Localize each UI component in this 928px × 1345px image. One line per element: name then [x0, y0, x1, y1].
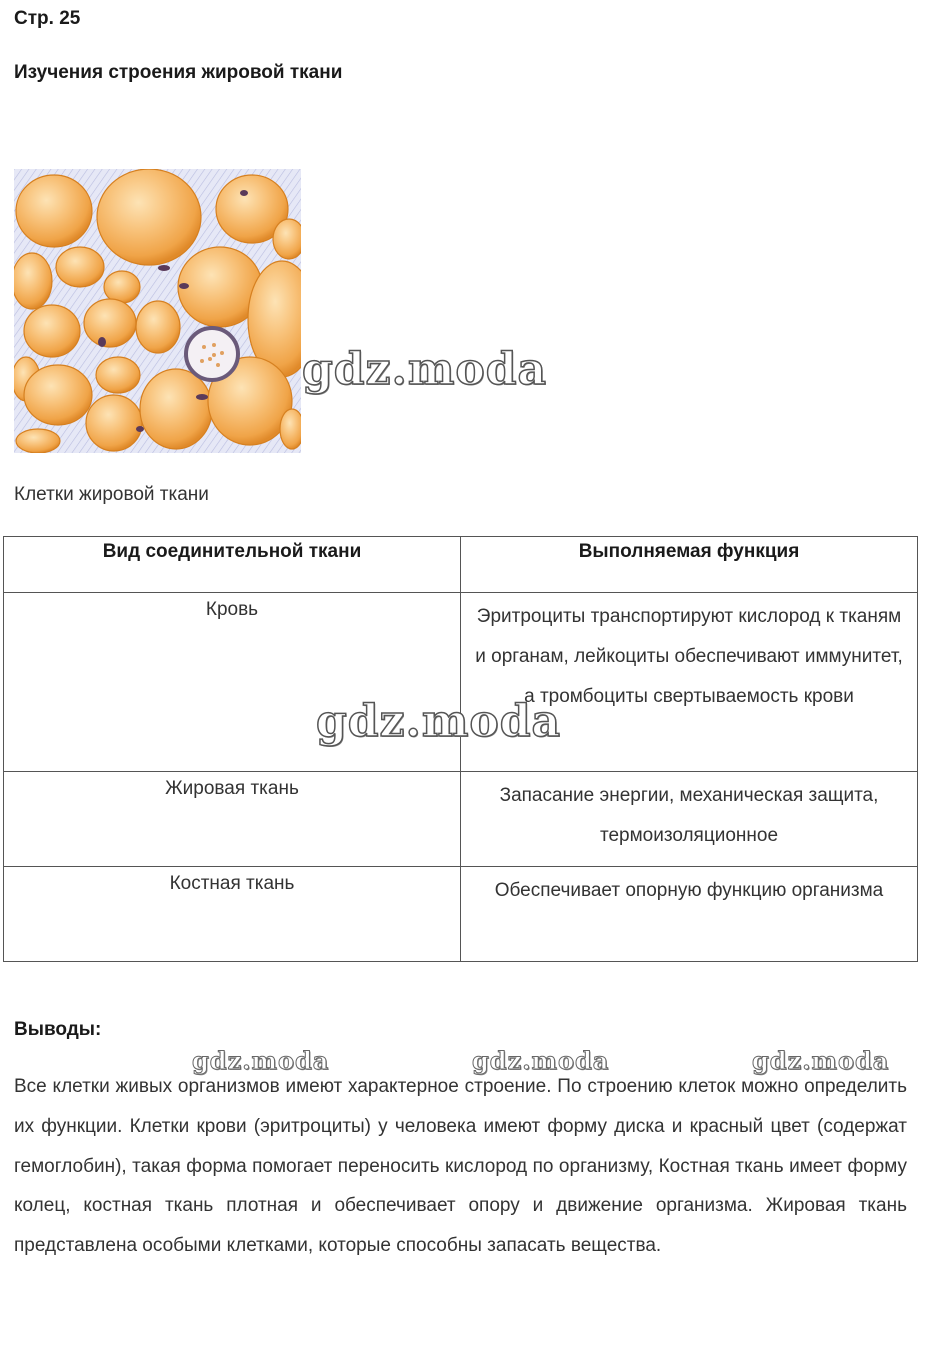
watermark: gdz.moda	[752, 1046, 890, 1075]
fat-cell	[96, 357, 140, 393]
fat-cell	[14, 253, 52, 309]
fat-cell	[56, 247, 104, 287]
section-title: Изучения строения жировой ткани	[14, 62, 343, 83]
page-number: Стр. 25	[14, 8, 81, 29]
tissue-type-cell: Костная ткань	[4, 867, 461, 962]
watermark: gdz.moda	[302, 344, 548, 395]
nucleus	[98, 337, 106, 347]
nucleus	[240, 190, 248, 196]
fat-cell	[140, 369, 212, 449]
conclusions-title: Выводы:	[14, 1019, 102, 1040]
nucleus	[179, 283, 189, 289]
fat-cell	[273, 219, 301, 259]
fat-cell	[280, 409, 301, 449]
table-row	[4, 867, 918, 962]
fat-cell	[16, 175, 92, 247]
column-header-tissue-type: Вид соединительной ткани	[4, 537, 461, 593]
fat-cell	[24, 365, 92, 425]
watermark: gdz.moda	[472, 1046, 610, 1075]
figure-caption: Клетки жировой ткани	[14, 484, 209, 505]
fat-cell	[86, 395, 142, 451]
fat-cells	[14, 169, 301, 453]
column-header-function: Выполняемая функция	[461, 537, 918, 593]
tissue-type-cell: Жировая ткань	[4, 772, 461, 867]
connective-tissue-table	[3, 536, 918, 962]
fat-cell	[24, 305, 80, 357]
table-header-row	[4, 537, 918, 593]
fat-cell	[136, 301, 180, 353]
young-cell	[186, 328, 238, 380]
nucleus	[158, 265, 170, 271]
tissue-function-cell: Запасание энергии, механическая защита, термоизоляционное	[461, 772, 918, 867]
nucleus	[196, 394, 208, 400]
fat-cell	[104, 271, 140, 303]
table-row	[4, 772, 918, 867]
fat-cell	[97, 169, 201, 265]
nucleus	[136, 426, 144, 432]
tissue-function-cell: Эритроциты транспортируют кислород к тканям и органам, лейкоциты обеспечивают иммунитет, а тромбоциты свертываемость крови	[461, 593, 918, 772]
fat-cell	[16, 429, 60, 453]
fat-cell	[84, 299, 136, 347]
table-row	[4, 593, 918, 772]
watermark: gdz.moda	[316, 696, 562, 747]
tissue-function-cell: Обеспечивает опорную функцию организма	[461, 867, 918, 962]
tissue-type-cell: Кровь	[4, 593, 461, 772]
watermark: gdz.moda	[192, 1046, 330, 1075]
conclusions-text: Все клетки живых организмов имеют характерное строение. По строению клеток можно определить их функции. Клетки крови (эритроциты) у человека имеют форму диска и красный цвет (содержат гемоглобин), такая форма помогает переносить кислород по организму, Костная ткань имеет форму колец, костная ткань плотная и обеспечивает опору и движение организма. Жировая ткань представлена особыми клетками, которые способны запасать вещества.	[14, 1076, 907, 1257]
adipose-tissue-illustration	[14, 169, 301, 453]
